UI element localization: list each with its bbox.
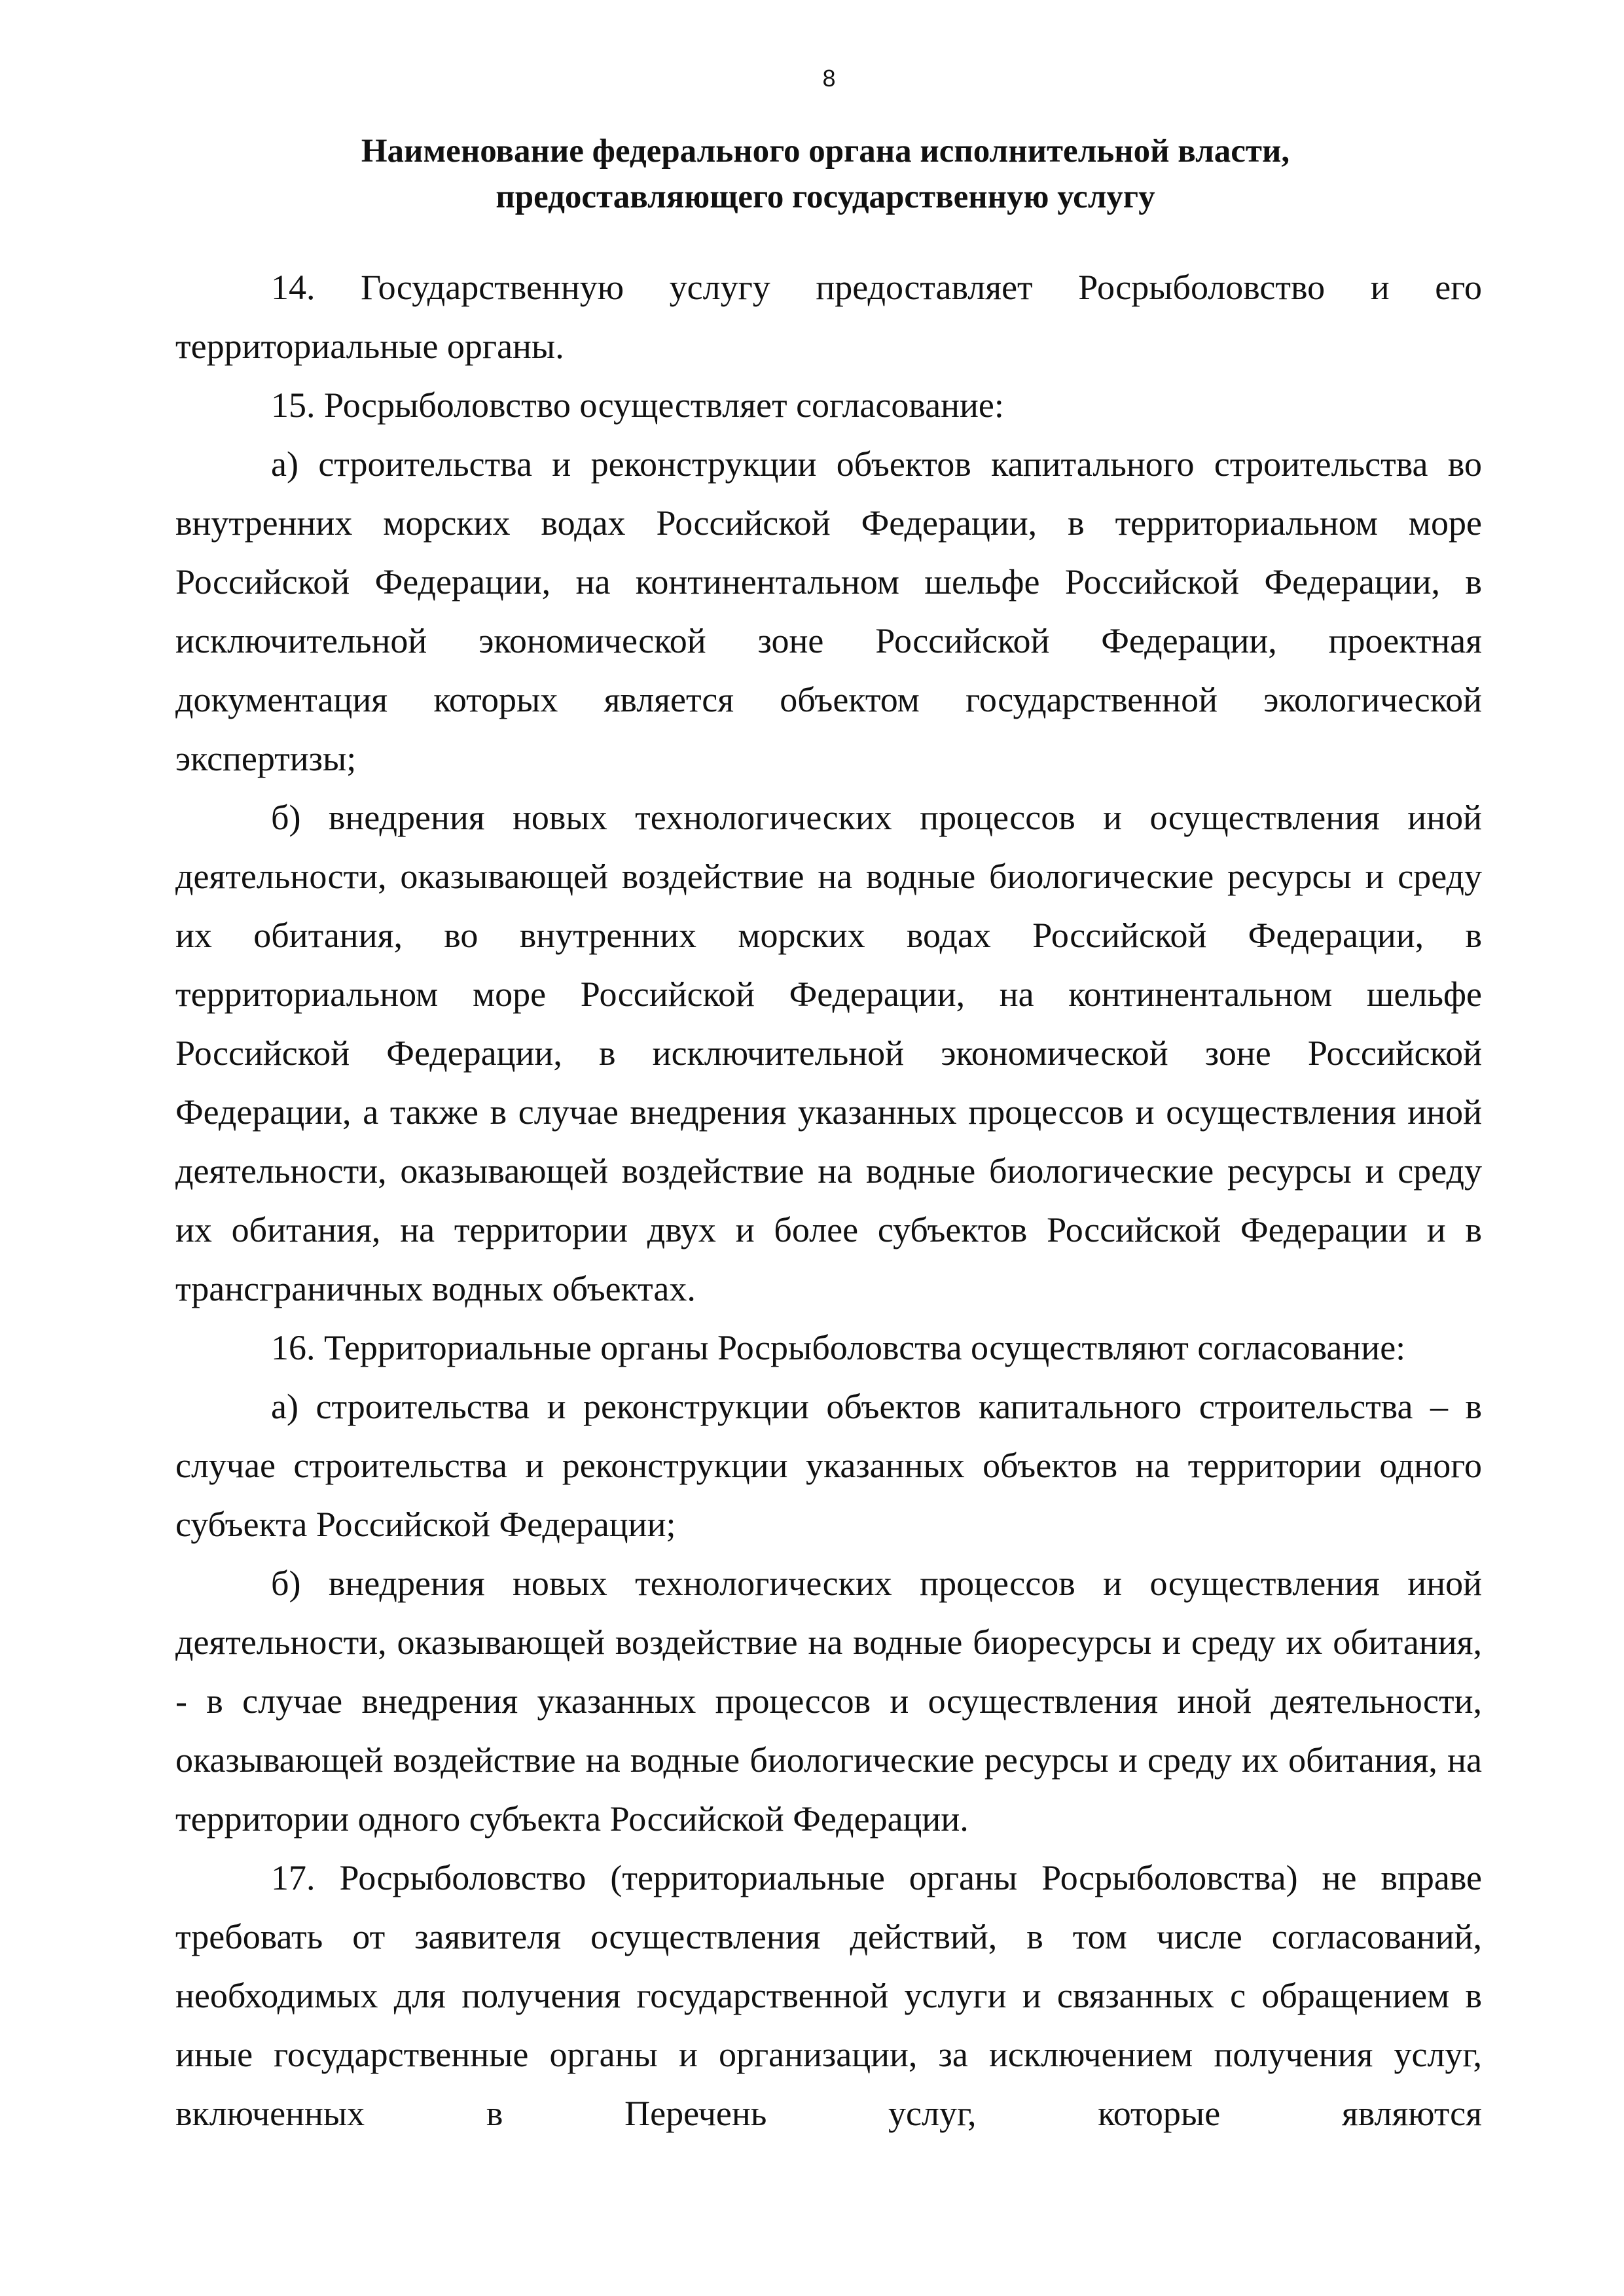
paragraph-15-a: а) строительства и реконструкции объектов капитального строительства во внутренних морских водах Российской Федерации, в территориальном море Российской Федерации, на континентальном шельфе Российской Федерации, в исключительной экономической зоне Российской Федерации, проектная документация которых является объектом государственной экологической экспертизы; [175, 444, 1482, 778]
paragraph-17: 17. Росрыболовство (территориальные органы Росрыболовства) не вправе требовать от заявителя осуществления действий, в том числе согласований, необходимых для получения государственной услуги и связанных с обращением в иные государственные органы и организации, за исключением получения услуг, включенных в Перечень услуг, которые являются [175, 1858, 1482, 2133]
paragraph-16: 16. Территориальные органы Росрыболовства осуществляют согласование: [271, 1328, 1406, 1367]
paragraph-16-a: а) строительства и реконструкции объектов капитального строительства – в случае строительства и реконструкции указанных объектов на территории одного субъекта Российской Федерации; [175, 1387, 1482, 1544]
section-heading-line-1: Наименование федерального органа исполнительной власти, [361, 133, 1290, 170]
paragraph-14: 14. Государственную услугу предоставляет Росрыболовство и его территориальные органы. [175, 268, 1482, 366]
body-text [175, 258, 1482, 2143]
section-heading-line-2: предоставляющего государственную услугу [496, 179, 1155, 215]
paragraph-15: 15. Росрыболовство осуществляет согласование: [271, 386, 1004, 425]
paragraph-16-b: б) внедрения новых технологических процессов и осуществления иной деятельности, оказывающей воздействие на водные биоресурсы и среду их обитания, - в случае внедрения указанных процессов и осуществления иной деятельности, оказывающей воздействие на водные биологические ресурсы и среду их обитания, на территории одного субъекта Российской Федерации. [175, 1564, 1482, 1839]
paragraph-15-b: б) внедрения новых технологических процессов и осуществления иной деятельности, оказывающей воздействие на водные биологические ресурсы и среду их обитания, во внутренних морских водах Российской Федерации, в территориальном море Российской Федерации, на континентальном шельфе Российской Федерации, в исключительной экономической зоне Российской Федерации, а также в случае внедрения указанных процессов и осуществления иной деятельности, оказывающей воздействие на водные биологические ресурсы и среду их обитания, на территории двух и более субъектов Российской Федерации и в трансграничных водных объектах. [175, 798, 1482, 1308]
page-number: 8 [822, 65, 836, 92]
section-heading [175, 128, 1475, 220]
